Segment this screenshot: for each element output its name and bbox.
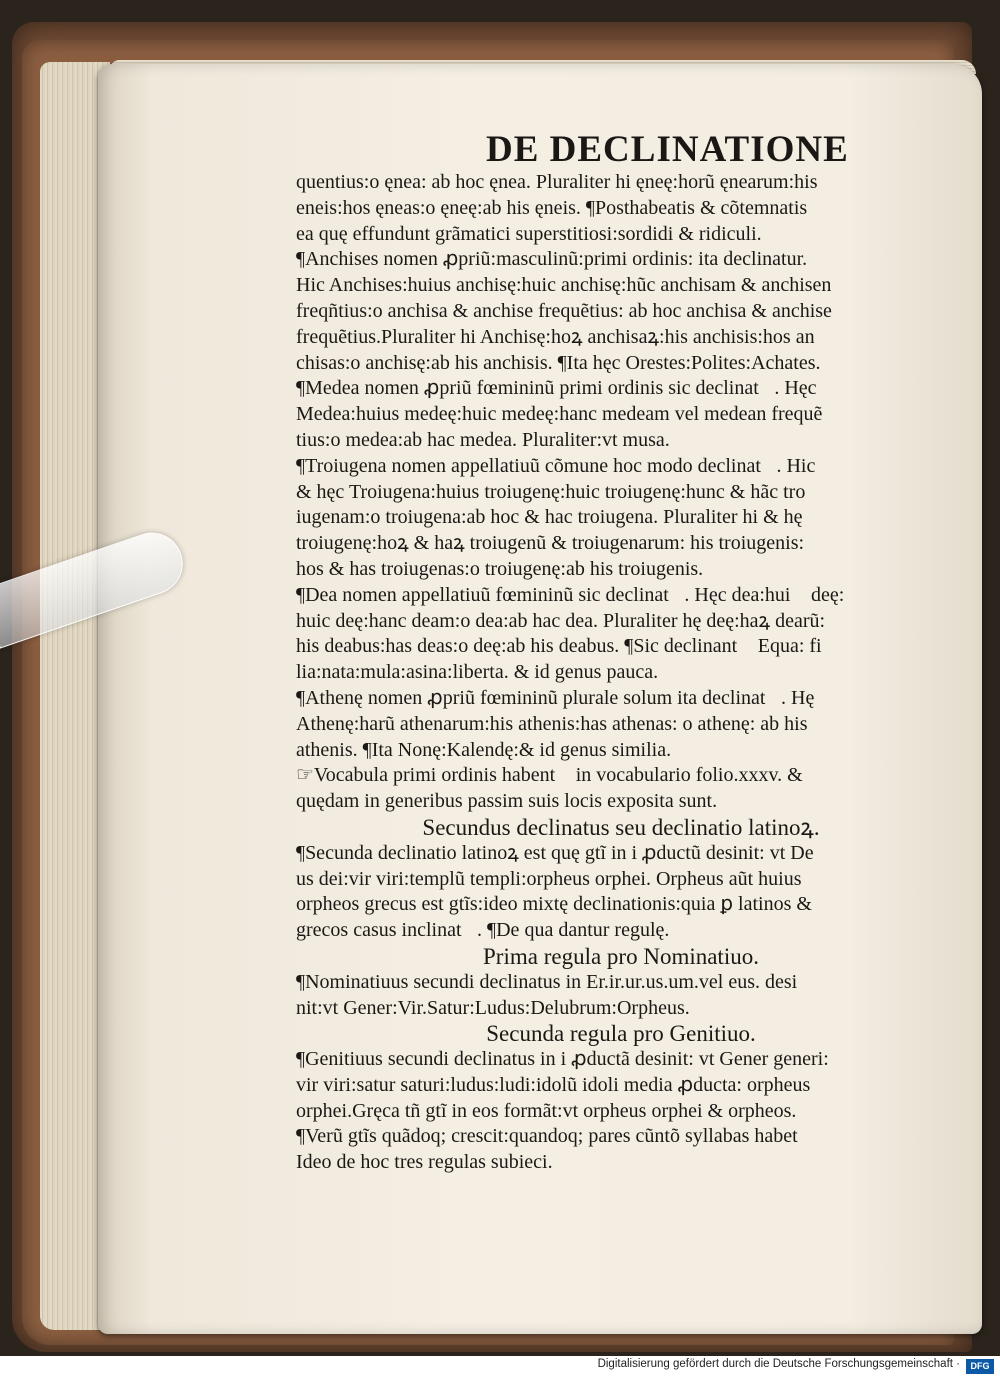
text-line: ¶Secunda declinatio latinoꝝ est quę gtĩ in i ꝓductũ desinit: vt De <box>296 841 814 864</box>
text-line: ☞Vocabula primi ordinis habent᷑ in vocabulario folio.xxxv. & <box>296 764 803 787</box>
text-line: ¶Anchises nomen ꝓpriũ:masculinũ:primi ordinis: ita declinatur. <box>296 248 808 271</box>
text-line: iugenam:o troiugena:ab hoc & hac troiugena. Pluraliter hi & hę <box>296 506 803 529</box>
text-line: ¶Medea nomen ꝓpriũ fœmininũ primi ordinis sic declinat᷑. Hęc <box>296 377 817 400</box>
footer-bar <box>0 1356 1000 1378</box>
body-text <box>296 170 946 1176</box>
section-heading: Secundus declinatus seu declinatio latinoꝝ. <box>422 814 820 840</box>
text-line: Athenę:harũ athenarum:his athenis:has athenas: o athenę: ab his <box>296 712 808 735</box>
text-line: frequẽtius.Pluraliter hi Anchisę:hoꝝ anchisaꝝ:his anchisis:hos an <box>296 325 815 348</box>
text-line: eneis:hos ęneas:o ęneę:ab his ęneis. ¶Posthabeatis & cõtemnatis <box>296 196 808 219</box>
text-line: orphei.Gręca tñ gtĩ in eos formãt:vt orpheus orphei & orpheos. <box>296 1099 797 1122</box>
funding-credit: Digitalisierung gefördert durch die Deutsche Forschungsgemeinschaft · <box>597 1358 960 1370</box>
text-line: nit:vt Gener:Vir.Satur:Ludus:Delubrum:Orpheus. <box>296 996 690 1019</box>
text-line: Medea:huius medeę:huic medeę:hanc medeam vel medean frequẽ <box>296 403 823 426</box>
text-line: freqñtius:o anchisa & anchise frequẽtius: ab hoc anchisa & anchise <box>296 299 832 322</box>
text-line: huic deę:hanc deam:o dea:ab hac dea. Pluraliter hę deę:haꝝ dearũ: <box>296 609 826 632</box>
page-heading: DE DECLINATIONE <box>486 129 849 170</box>
text-line: ¶Genitiuus secundi declinatus in i ꝓductã desinit: vt Gener generi: <box>296 1048 829 1071</box>
text-line: chisas:o anchisę:ab his anchisis. ¶Ita hęc Orestes:Polites:Achates. <box>296 351 821 374</box>
text-line: vir viri:satur saturi:ludus:ludi:idolũ idoli media ꝓducta: orpheus <box>296 1073 811 1096</box>
section-heading: Secunda regula pro Genitiuo. <box>486 1021 756 1047</box>
text-line: & hęc Troiugena:huius troiugenę:huic troiugenę:hunc & hãc tro <box>296 480 806 503</box>
text-line: ea quę effundunt grãmatici superstitiosi:sordidi & ridiculi. <box>296 222 762 245</box>
text-line: hos & has troiugenas:o troiugenę:ab his troiugenis. <box>296 557 704 580</box>
text-line: ¶Nominatiuus secundi declinatus in Er.ir.ur.us.um.vel eus. desi <box>296 970 798 993</box>
text-line: his deabus:has deas:o deę:ab his deabus. ¶Sic declinant᷑ Equa: fi <box>296 635 822 658</box>
text-line: ¶Dea nomen appellatiuũ fœmininũ sic declinat᷑. Hęc dea:huiꝰ deę: <box>296 583 845 606</box>
text-line: Ideo de hoc tres regulas subieci. <box>296 1151 553 1174</box>
text-line: grecos casus inclinat᷑. ¶De qua dantur regulę. <box>296 919 670 942</box>
text-line: orpheos grecus est gtĩs:ideo mixtę declinationis:quia ꝑ latinos & <box>296 893 812 916</box>
text-line: ¶Troiugena nomen appellatiuũ cõmune hoc modo declinat᷑. Hic <box>296 454 816 477</box>
text-line: us dei:vir viri:templũ templi:orpheus orphei. Orpheus aũt huius <box>296 867 802 890</box>
text-line: quędam in generibus passim suis locis exposita sunt. <box>296 790 718 813</box>
text-line: quentius:o ęnea: ab hoc ęnea. Pluraliter hi ęneę:horũ ęnearum:his <box>296 171 818 193</box>
text-line: troiugenę:hoꝝ & haꝝ troiugenũ & troiugenarum: his troiugenis: <box>296 532 805 555</box>
text-line: athenis. ¶Ita Nonę:Kalendę:& id genus similia. <box>296 738 672 761</box>
text-line: tius:o medea:ab hac medea. Pluraliter:vt musa. <box>296 428 670 451</box>
text-line: lia:nata:mula:asina:liberta. & id genus pauca. <box>296 661 659 684</box>
text-line: ¶Athenę nomen ꝓpriũ fœmininũ plurale solum ita declinat᷑. Hę <box>296 686 815 709</box>
dfg-logo-icon: DFG <box>966 1359 994 1374</box>
text-line: Hic Anchises:huius anchisę:huic anchisę:hũc anchisam & anchisen <box>296 274 832 297</box>
section-heading: Prima regula pro Nominatiuo. <box>483 943 759 969</box>
text-line: ¶Verũ gtĩs quãdoq; crescit:quandoq; pares cũntõ syllabas habet <box>296 1125 798 1148</box>
